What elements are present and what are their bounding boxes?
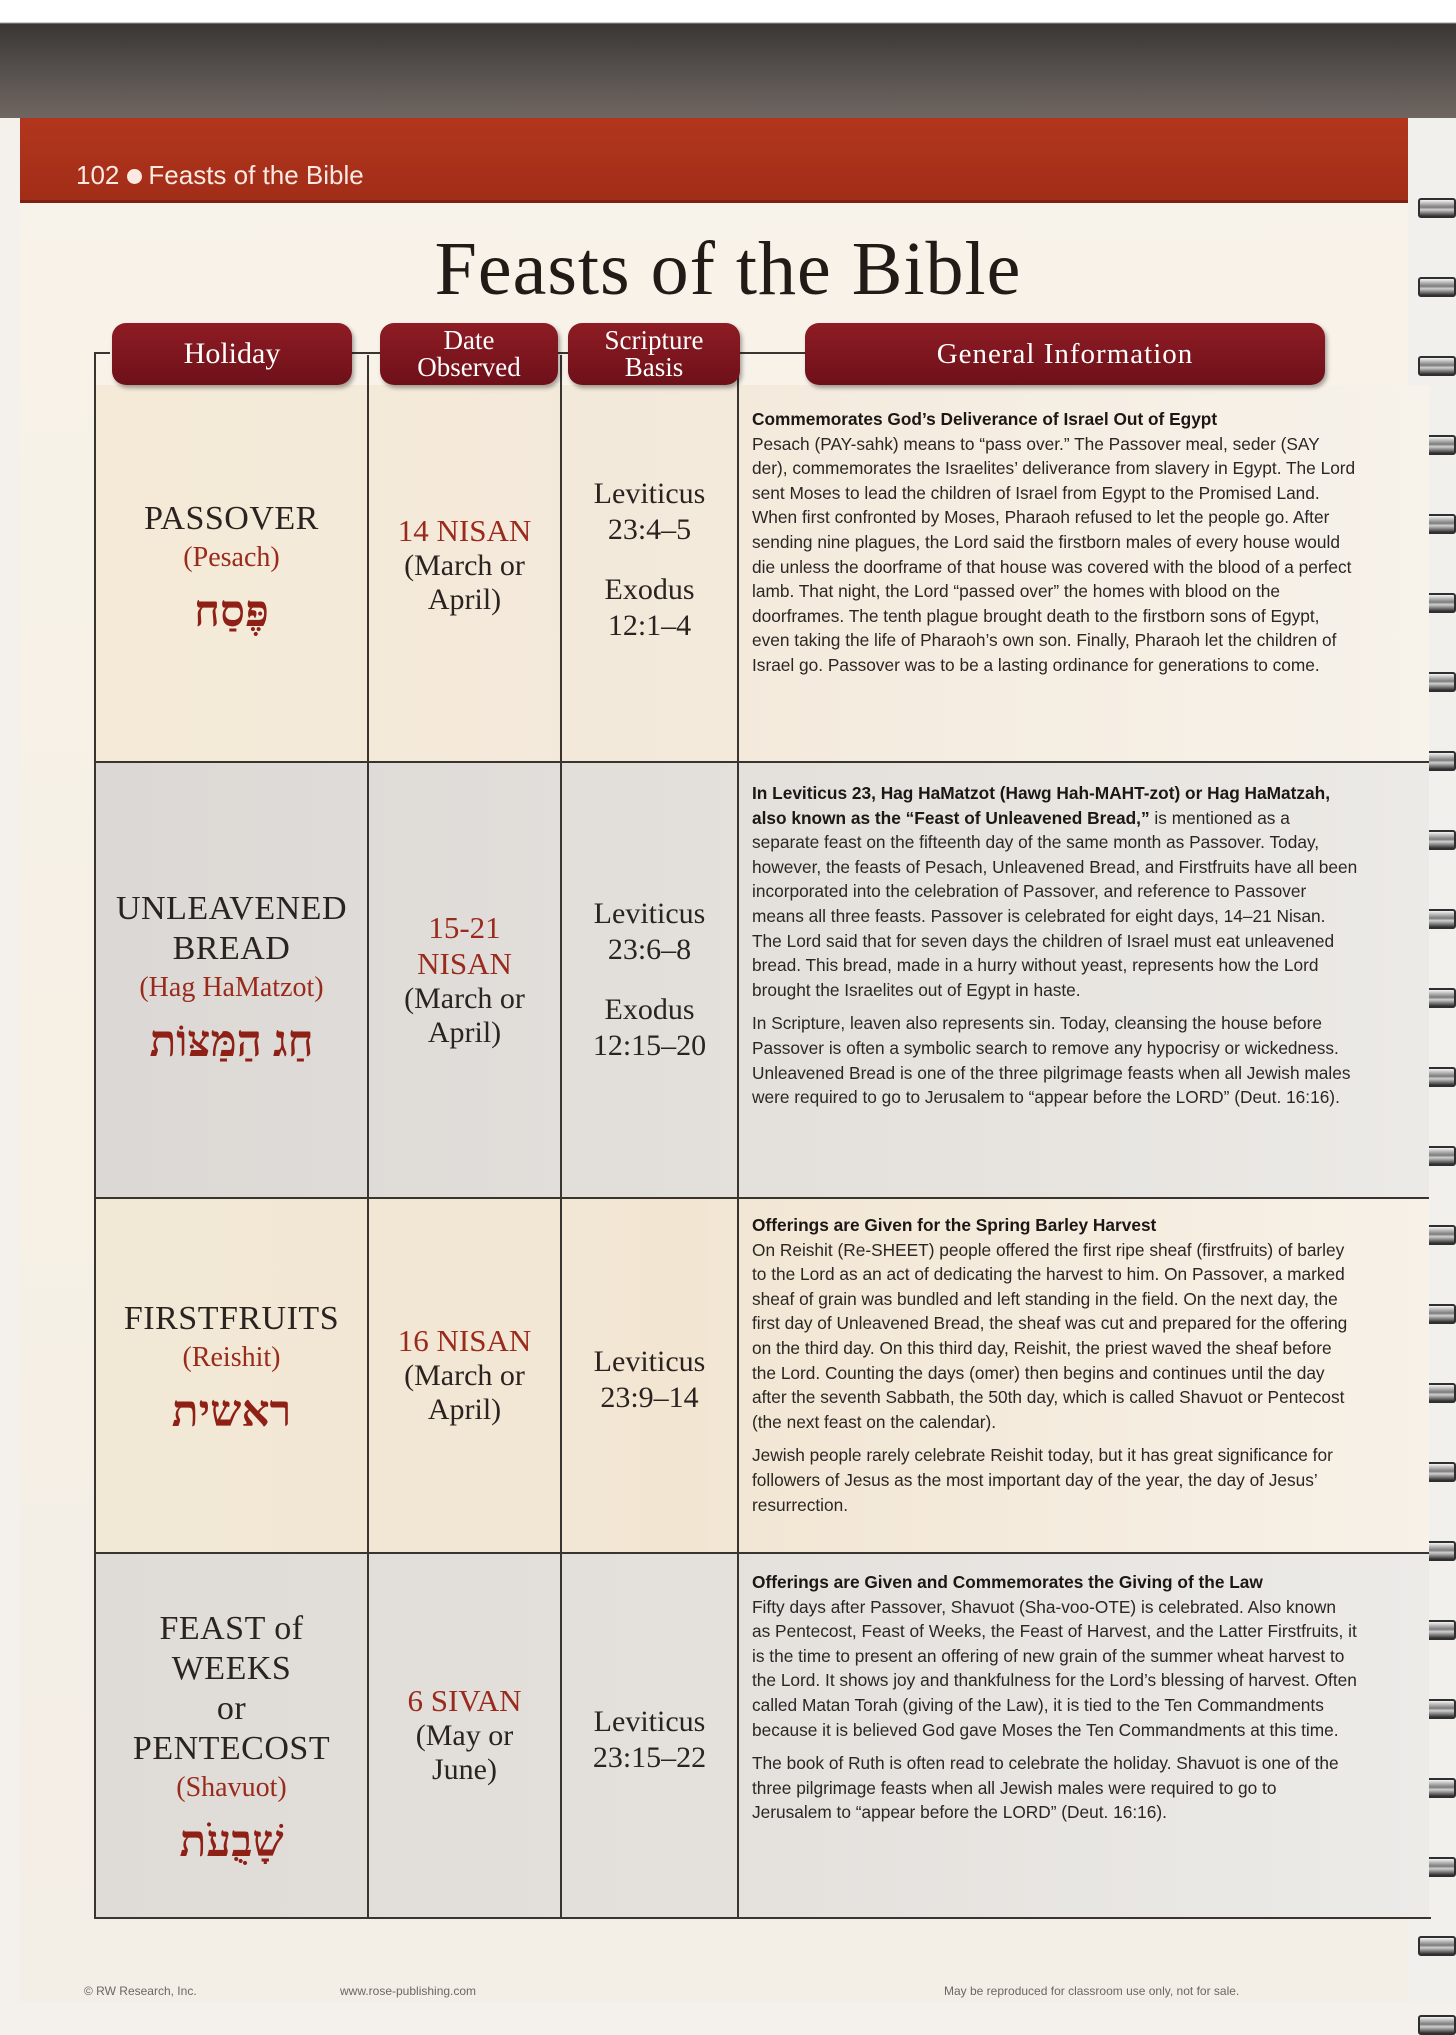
column-header-date: Date Observed bbox=[380, 323, 558, 385]
holiday-cell-pentecost bbox=[96, 1590, 367, 1890]
footer-website: www.rose-publishing.com bbox=[340, 1984, 477, 1998]
date-cell-unleavened-bread bbox=[369, 900, 560, 1060]
holiday-hebrew: שָׁבֻעֹת bbox=[179, 1817, 284, 1866]
date-cell-passover bbox=[369, 500, 560, 630]
scripture-ref: 23:4–5 bbox=[607, 513, 692, 546]
info-body: On Reishit (Re-SHEET) people offered the first ripe sheaf (firstfruits) of barley to the Lord as an act of dedicating the harvest to him. On Passover, a marked sheaf of grain was bundled and left standing in the field. On the next day, the first day of Unleavened Bread, the sheaf was cut and prepared for the offering on the third day. On this third day, Reishit, the priest waved the sheaf before the Lord. Counting the days (omer) then begins and continues until the day after the seventh Sabbath, the 50th day, which is called Shavuot or Pentecost (the next feast on the calendar). bbox=[752, 1239, 1348, 1432]
date-months: June) bbox=[432, 1753, 497, 1786]
info-body: Fifty days after Passover, Shavuot (Sha-voo-OTE) is celebrated. Also known as Pentecost, Feast of Weeks, the Feast of Harvest, and the Latter Firstfruits, it is the time to present an offering of new grain of the summer wheat harvest to the Lord. It shows joy and thankfulness for the Lord’s blessing of harvest. Often called Matan Torah (giving of the Law), it is tied to the Ten Commandments because it is believed God gave Moses the Ten Commandments at this time. bbox=[752, 1596, 1357, 1740]
info-heading: In Leviticus 23, Hag HaMatzot (Hawg Hah-MAHT-zot) or Hag HaMatzah, also known as the “Feast of Unleavened Bread,” bbox=[752, 783, 1331, 828]
date-months: April) bbox=[427, 1393, 502, 1426]
column-divider bbox=[737, 355, 739, 1917]
info-body: Pesach (PAY-sahk) means to “pass over.” The Passover meal, seder (SAY der), commemorates the Israelites’ deliverance from slavery in Egypt. The Lord sent Moses to lead the children of Israel from Egypt to the Promised Land. When first confronted by Moses, Pharaoh refused to let the people go. After sending nine plagues, the Lord said the firstborn males of every house would die unless the doorframe of that house was covered with the blood of a perfect lamb. That night, the Lord “passed over” the homes with blood on the doorframes. The tenth plague brought death to the firstborn sons of Egypt, even taking the life of Pharaoh’s own son. Finally, Pharaoh let the children of Israel go. Passover was to be a lasting ordinance for generations to come. bbox=[752, 433, 1356, 675]
page-edge-shadow bbox=[0, 0, 1456, 118]
holiday-name: UNLEAVENED bbox=[115, 890, 347, 927]
column-header-info: General Information bbox=[805, 323, 1325, 385]
holiday-name: PENTECOST bbox=[132, 1730, 331, 1767]
info-pentecost bbox=[752, 1570, 1358, 1825]
date-months: (May or bbox=[415, 1719, 514, 1752]
date-months: April) bbox=[427, 1016, 502, 1049]
scripture-book: Exodus bbox=[604, 573, 695, 606]
holiday-transliteration: (Pesach) bbox=[183, 542, 280, 573]
scripture-cell-firstfruits bbox=[562, 1330, 737, 1430]
scripture-ref: 12:1–4 bbox=[607, 609, 692, 642]
info-heading: Offerings are Given for the Spring Barley Harvest bbox=[752, 1215, 1157, 1235]
holiday-name: FEAST of bbox=[159, 1610, 304, 1647]
info-unleavened-bread bbox=[752, 781, 1358, 1110]
holiday-transliteration: (Hag HaMatzot) bbox=[139, 972, 324, 1003]
info-passover bbox=[752, 407, 1358, 678]
spiral-ring bbox=[1418, 2015, 1456, 2035]
scripture-book: Leviticus bbox=[593, 1705, 706, 1738]
holiday-name: FIRSTFRUITS bbox=[123, 1300, 340, 1337]
scripture-book: Leviticus bbox=[593, 1345, 706, 1378]
holiday-name: PASSOVER bbox=[144, 500, 319, 537]
spiral-ring bbox=[1418, 198, 1456, 218]
info-heading: Offerings are Given and Commemorates the Giving of the Law bbox=[752, 1572, 1263, 1592]
holiday-transliteration: (Reishit) bbox=[182, 1342, 281, 1373]
date-cell-firstfruits bbox=[369, 1310, 560, 1440]
holiday-name: BREAD bbox=[172, 930, 291, 967]
holiday-cell-unleavened-bread bbox=[96, 870, 367, 1090]
info-body: is mentioned as a separate feast on the fifteenth day of the same month as Passover. Today, however, the feasts of Pesach, Unleavened Bread, and Firstfruits have all been incorporated into the celebration of Passover, and reference to Passover means all three feasts. Passover is celebrated for eight days, 14–21 Nisan. The Lord said that for seven days the children of Israel must eat unleavened bread. This bread, made in a hurry without yeast, represents how the Lord brought the Israelites out of Egypt in haste. bbox=[752, 807, 1358, 1000]
scripture-cell-unleavened-bread bbox=[562, 890, 737, 1070]
holiday-hebrew: ראשית bbox=[171, 1387, 292, 1436]
row-divider bbox=[94, 761, 1429, 763]
date-months: April) bbox=[427, 583, 502, 616]
date-months: (March or bbox=[404, 1359, 525, 1392]
grid-line bbox=[737, 352, 805, 354]
scripture-book: Exodus bbox=[604, 993, 695, 1026]
date-main: 15-21 bbox=[428, 910, 501, 945]
date-months: (March or bbox=[404, 982, 525, 1015]
scripture-cell-passover bbox=[562, 470, 737, 650]
page-title: Feasts of the Bible bbox=[434, 227, 1022, 311]
row-divider bbox=[94, 1197, 1429, 1199]
scripture-book: Leviticus bbox=[593, 897, 706, 930]
info-body: In Scripture, leaven also represents sin. Today, cleansing the house before Passover is often a symbolic search to remove any hypocrisy or wickedness. Unleavened Bread is one of the three pilgrimage feasts when all Jewish males were required to go to Jerusalem to “appear before the LORD” (Deut. 16:16). bbox=[752, 1013, 1351, 1108]
spiral-ring bbox=[1418, 1936, 1456, 1956]
page-number: 102 bbox=[76, 160, 120, 190]
scripture-ref: 23:9–14 bbox=[600, 1381, 699, 1414]
date-main: NISAN bbox=[417, 946, 512, 981]
scripture-ref: 23:15–22 bbox=[592, 1741, 707, 1774]
holiday-transliteration: (Shavuot) bbox=[176, 1772, 287, 1803]
holiday-hebrew: חַג הַמַּצּוֹת bbox=[149, 1017, 314, 1066]
holiday-name: or bbox=[216, 1690, 247, 1727]
grid-line bbox=[94, 352, 110, 354]
grid-line bbox=[352, 352, 382, 354]
scripture-ref: 23:6–8 bbox=[607, 933, 692, 966]
column-header-holiday: Holiday bbox=[112, 323, 352, 385]
date-main: 16 NISAN bbox=[397, 1323, 532, 1358]
holiday-cell-firstfruits bbox=[96, 1280, 367, 1460]
footer-copyright: © RW Research, Inc. bbox=[84, 1984, 197, 1998]
date-main: 6 SIVAN bbox=[407, 1683, 522, 1718]
scripture-ref: 12:15–20 bbox=[592, 1029, 707, 1062]
row-divider bbox=[94, 1552, 1429, 1554]
info-body: Jewish people rarely celebrate Reishit today, but it has great significance for followers of Jesus as the most important day of the year, the day of Jesus’ resurrection. bbox=[752, 1445, 1333, 1515]
bullet-icon bbox=[127, 169, 142, 184]
date-cell-pentecost bbox=[369, 1670, 560, 1800]
running-header bbox=[76, 160, 364, 191]
date-months: (March or bbox=[404, 549, 525, 582]
column-header-scripture: Scripture Basis bbox=[568, 323, 740, 385]
date-main: 14 NISAN bbox=[397, 513, 532, 548]
footer-notice: May be reproduced for classroom use only, not for sale. bbox=[944, 1984, 1240, 1998]
holiday-hebrew: פֶּסַח bbox=[193, 587, 269, 636]
holiday-cell-passover bbox=[96, 470, 367, 670]
holiday-name: WEEKS bbox=[171, 1650, 292, 1687]
info-heading: Commemorates God’s Deliverance of Israel Out of Egypt bbox=[752, 409, 1218, 429]
section-name: Feasts of the Bible bbox=[148, 160, 364, 190]
info-firstfruits bbox=[752, 1213, 1358, 1517]
scripture-book: Leviticus bbox=[593, 477, 706, 510]
scripture-cell-pentecost bbox=[562, 1690, 737, 1790]
info-body: The book of Ruth is often read to celebrate the holiday. Shavuot is one of the three pilgrimage feasts when all Jewish males were required to go to Jerusalem to “appear before the LORD” (Deut. 16:16). bbox=[752, 1753, 1339, 1823]
